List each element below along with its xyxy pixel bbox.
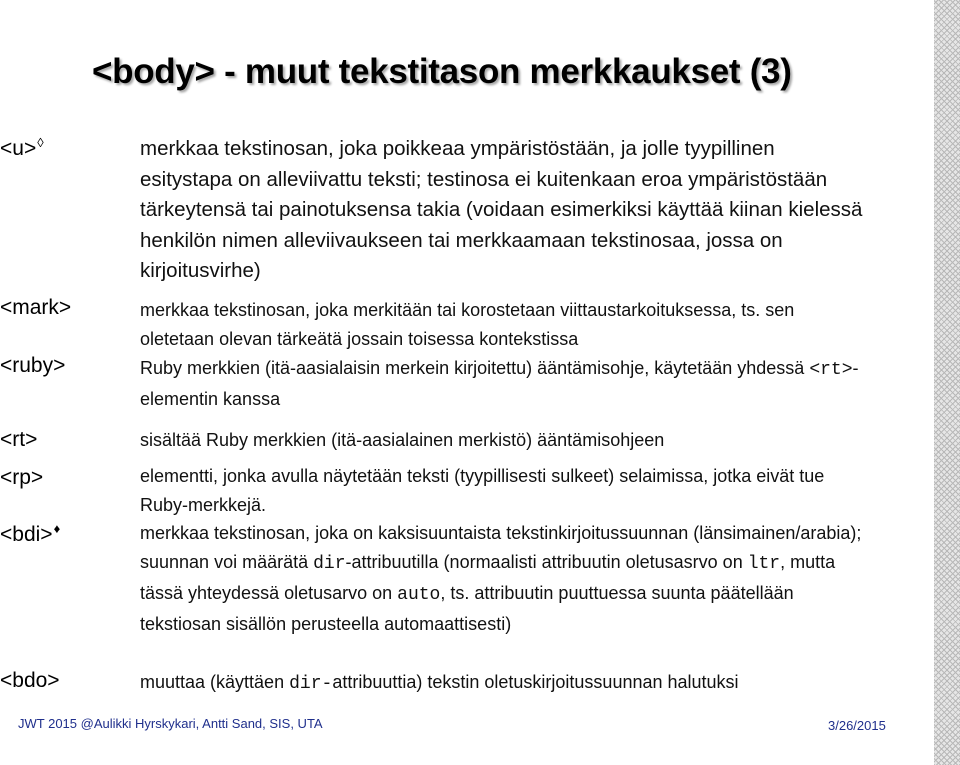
diamond-icon: ♦ xyxy=(53,521,61,536)
desc-bdi-code-dir: dir xyxy=(313,554,346,574)
desc-rp: elementti, jonka avulla näytetään teksti (tyypillisesti sulkeet) selaimissa, jotka eivät tue Ruby-merkkejä. xyxy=(140,466,825,515)
desc-rt: sisältää Ruby merkkien (itä-aasialainen merkistö) ääntämisohjeen xyxy=(140,430,665,450)
desc-bdi-text-2: -attribuutilla (normaalisti attribuutin oletusasrvo on xyxy=(345,552,748,572)
term-bdi-label: <bdi> xyxy=(0,523,53,546)
desc-bdi-text-4: , ts. attribuutin puuttuessa suunta päätellään tekstiosan sisällön perusteella automaattisesti) xyxy=(140,583,794,634)
desc-bdi-code-auto: auto xyxy=(397,585,441,605)
desc-ruby-text-2: -elementin kanssa xyxy=(140,358,859,409)
term-bdi xyxy=(0,521,60,547)
term-ruby: <ruby> xyxy=(0,354,66,377)
desc-bdo-code: dir- xyxy=(289,674,333,694)
desc-bdi xyxy=(140,519,865,639)
term-u-label: <u> xyxy=(0,137,37,160)
slide-title: <body> - muut tekstitason merkkaukset (3) xyxy=(92,52,792,91)
lozenge-icon: ◊ xyxy=(37,135,44,150)
desc-ruby-text-1: Ruby merkkien (itä-aasialaisin merkein kirjoitettu) ääntämisohje, käytetään yhdessä xyxy=(140,358,810,378)
desc-bdi-code-ltr: ltr xyxy=(747,554,781,574)
desc-bdo xyxy=(140,668,865,699)
desc-ruby-code: <rt> xyxy=(809,360,853,380)
desc-u: merkkaa tekstinosan, joka poikkeaa ympäristöstään, ja jolle tyypillinen esitystapa on alleviivattu teksti; testinosa ei kuitenkaan eroa ympäristöstään tärkeytensä tai painotuksensa takia (voidaan esimerkiksi käyttää kiinan kielessä henkilön nimen alleviivaukseen tai merkkaamaan tekstinosaa, jossa on kirjoitusvirhe) xyxy=(140,137,863,282)
desc-bdo-text-1: muuttaa (käyttäen xyxy=(140,672,290,692)
term-bdo: <bdo> xyxy=(0,669,60,692)
desc-bdo-text-2: attribuuttia) tekstin oletuskirjoitussuunnan halutuksi xyxy=(332,672,739,692)
footer-date: 3/26/2015 xyxy=(828,718,886,733)
footer-credits: JWT 2015 @Aulikki Hyrskykari, Antti Sand, SIS, UTA xyxy=(18,716,323,731)
desc-ruby xyxy=(140,354,865,414)
term-u xyxy=(0,135,44,161)
desc-bdi-text-3: , mutta tässä yhteydessä oletusarvo on xyxy=(140,552,836,603)
desc-mark: merkkaa tekstinosan, joka merkitään tai korostetaan viittaustarkoituksessa, ts. sen oletetaan olevan tärkeätä jossain toisessa kontekstissa xyxy=(140,300,795,349)
desc-bdi-text-1: merkkaa tekstinosan, joka on kaksisuuntaista tekstinkirjoitussuunnan (länsimainen/arabia); suunnan voi määrätä xyxy=(140,523,862,572)
term-rt: <rt> xyxy=(0,428,38,451)
decorative-side-pattern xyxy=(934,0,960,765)
term-rp: <rp> xyxy=(0,466,44,489)
term-mark: <mark> xyxy=(0,296,72,319)
